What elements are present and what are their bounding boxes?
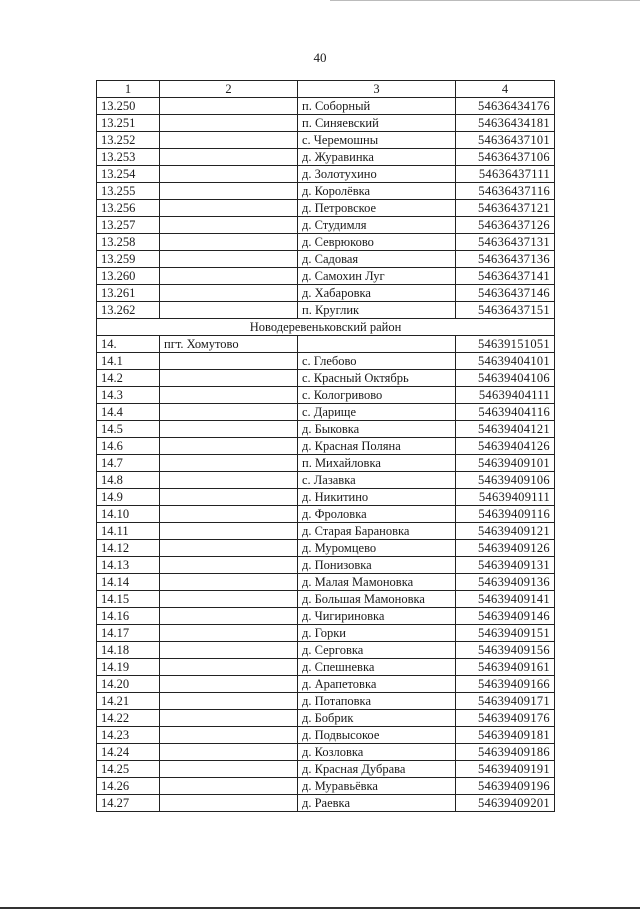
admin-center-cell	[160, 489, 298, 506]
table-row	[97, 778, 555, 795]
settlement-name-cell: д. Королёвка	[298, 183, 456, 200]
row-number: 13.260	[97, 268, 160, 285]
oktmo-code-cell: 54639409136	[456, 574, 555, 591]
oktmo-code-cell: 54639151051	[456, 336, 555, 353]
admin-center-cell	[160, 727, 298, 744]
table-row	[97, 472, 555, 489]
row-number: 13.250	[97, 98, 160, 115]
table-row	[97, 625, 555, 642]
oktmo-code-cell: 54639409121	[456, 523, 555, 540]
oktmo-code-cell: 54639409181	[456, 727, 555, 744]
row-number: 13.256	[97, 200, 160, 217]
table-row	[97, 251, 555, 268]
settlement-name-cell: д. Никитино	[298, 489, 456, 506]
settlement-name-cell: д. Петровское	[298, 200, 456, 217]
settlement-name-cell: д. Муравьёвка	[298, 778, 456, 795]
settlement-name-cell: д. Раевка	[298, 795, 456, 812]
oktmo-code-cell: 54639409161	[456, 659, 555, 676]
admin-center-cell	[160, 574, 298, 591]
oktmo-code-cell: 54639409176	[456, 710, 555, 727]
row-number: 14.6	[97, 438, 160, 455]
settlement-name-cell: с. Глебово	[298, 353, 456, 370]
oktmo-code-cell: 54636437101	[456, 132, 555, 149]
column-header: 4	[456, 81, 555, 98]
table-row	[97, 710, 555, 727]
column-header: 2	[160, 81, 298, 98]
admin-center-cell	[160, 302, 298, 319]
oktmo-code-cell: 54639404111	[456, 387, 555, 404]
row-number: 14.27	[97, 795, 160, 812]
table-row	[97, 98, 555, 115]
row-number: 14.	[97, 336, 160, 353]
table-row	[97, 370, 555, 387]
admin-center-cell	[160, 183, 298, 200]
settlement-name-cell: д. Арапетовка	[298, 676, 456, 693]
admin-center-cell	[160, 710, 298, 727]
admin-center-cell	[160, 217, 298, 234]
admin-center-cell	[160, 744, 298, 761]
admin-center-cell	[160, 370, 298, 387]
settlement-name-cell: с. Красный Октябрь	[298, 370, 456, 387]
settlement-name-cell: д. Самохин Луг	[298, 268, 456, 285]
settlement-name-cell: д. Красная Дубрава	[298, 761, 456, 778]
oktmo-code-cell: 54639404101	[456, 353, 555, 370]
admin-center-cell	[160, 251, 298, 268]
settlement-name-cell: д. Старая Барановка	[298, 523, 456, 540]
oktmo-code-cell: 54639409196	[456, 778, 555, 795]
settlement-name-cell: п. Соборный	[298, 98, 456, 115]
admin-center-cell	[160, 387, 298, 404]
settlement-name-cell: д. Садовая	[298, 251, 456, 268]
district-title: Новодеревеньковский район	[97, 319, 555, 336]
admin-center-cell	[160, 404, 298, 421]
oktmo-code-cell: 54639404116	[456, 404, 555, 421]
table-row	[97, 489, 555, 506]
row-number: 13.252	[97, 132, 160, 149]
settlement-name-cell: п. Синяевский	[298, 115, 456, 132]
row-number: 14.15	[97, 591, 160, 608]
table-row	[97, 659, 555, 676]
row-number: 14.22	[97, 710, 160, 727]
settlement-name-cell: д. Журавинка	[298, 149, 456, 166]
table-row	[97, 455, 555, 472]
table-row	[97, 438, 555, 455]
row-number: 13.259	[97, 251, 160, 268]
admin-center-cell	[160, 642, 298, 659]
table-row	[97, 506, 555, 523]
scan-bottom-edge	[0, 907, 640, 909]
table-row	[97, 421, 555, 438]
table-row	[97, 404, 555, 421]
admin-center-cell	[160, 608, 298, 625]
oktmo-code-cell: 54636434181	[456, 115, 555, 132]
district-row	[97, 319, 555, 336]
row-number: 13.257	[97, 217, 160, 234]
row-number: 13.261	[97, 285, 160, 302]
admin-center-cell	[160, 540, 298, 557]
table-row	[97, 200, 555, 217]
row-number: 14.17	[97, 625, 160, 642]
oktmo-code-cell: 54639409131	[456, 557, 555, 574]
row-number: 13.253	[97, 149, 160, 166]
admin-center-cell	[160, 557, 298, 574]
admin-center-cell	[160, 591, 298, 608]
oktmo-code-cell: 54639409166	[456, 676, 555, 693]
oktmo-code-cell: 54639409141	[456, 591, 555, 608]
admin-center-cell	[160, 234, 298, 251]
settlement-name-cell: д. Муромцево	[298, 540, 456, 557]
oktmo-code-cell: 54636437146	[456, 285, 555, 302]
settlement-name-cell: д. Студимля	[298, 217, 456, 234]
table-row	[97, 183, 555, 200]
admin-center-cell	[160, 659, 298, 676]
scan-edge-line	[330, 0, 640, 1]
table-row	[97, 149, 555, 166]
oktmo-code-cell: 54639409106	[456, 472, 555, 489]
row-number: 14.5	[97, 421, 160, 438]
settlement-name-cell: д. Потаповка	[298, 693, 456, 710]
row-number: 13.254	[97, 166, 160, 183]
table-row	[97, 217, 555, 234]
oktmo-code-cell: 54636437151	[456, 302, 555, 319]
row-number: 14.7	[97, 455, 160, 472]
oktmo-code-cell: 54636434176	[456, 98, 555, 115]
oktmo-code-cell: 54639409191	[456, 761, 555, 778]
row-number: 14.10	[97, 506, 160, 523]
admin-center-cell	[160, 166, 298, 183]
settlement-name-cell: д. Севрюково	[298, 234, 456, 251]
row-number: 14.26	[97, 778, 160, 795]
oktmo-code-cell: 54636437141	[456, 268, 555, 285]
settlement-name-cell: д. Хабаровка	[298, 285, 456, 302]
settlements-table	[96, 80, 555, 812]
table-row	[97, 115, 555, 132]
settlement-name-cell: п. Круглик	[298, 302, 456, 319]
column-header: 3	[298, 81, 456, 98]
table-header-row	[97, 81, 555, 98]
table-row	[97, 268, 555, 285]
row-number: 13.251	[97, 115, 160, 132]
table-row	[97, 608, 555, 625]
oktmo-code-cell: 54639409151	[456, 625, 555, 642]
row-number: 14.11	[97, 523, 160, 540]
settlement-name-cell: д. Спешневка	[298, 659, 456, 676]
row-number: 14.20	[97, 676, 160, 693]
table-row	[97, 557, 555, 574]
row-number: 14.24	[97, 744, 160, 761]
table-row	[97, 676, 555, 693]
oktmo-code-cell: 54636437111	[456, 166, 555, 183]
oktmo-code-cell: 54636437126	[456, 217, 555, 234]
admin-center-cell	[160, 438, 298, 455]
row-number: 14.8	[97, 472, 160, 489]
oktmo-code-cell: 54636437136	[456, 251, 555, 268]
settlement-name-cell: д. Подвысокое	[298, 727, 456, 744]
table-row	[97, 302, 555, 319]
admin-center-cell	[160, 506, 298, 523]
table-row	[97, 693, 555, 710]
table-row	[97, 642, 555, 659]
admin-center-cell	[160, 676, 298, 693]
settlement-name-cell: д. Козловка	[298, 744, 456, 761]
admin-center-cell: пгт. Хомутово	[160, 336, 298, 353]
table-row	[97, 234, 555, 251]
oktmo-code-cell: 54639409116	[456, 506, 555, 523]
oktmo-code-cell: 54636437121	[456, 200, 555, 217]
row-number: 14.14	[97, 574, 160, 591]
settlement-name-cell: с. Лазавка	[298, 472, 456, 489]
settlement-name-cell: с. Кологривово	[298, 387, 456, 404]
table-row	[97, 132, 555, 149]
row-number: 14.19	[97, 659, 160, 676]
admin-center-cell	[160, 778, 298, 795]
settlement-name-cell	[298, 336, 456, 353]
settlement-name-cell: д. Красная Поляна	[298, 438, 456, 455]
row-number: 14.21	[97, 693, 160, 710]
oktmo-code-cell: 54639409111	[456, 489, 555, 506]
table-row	[97, 591, 555, 608]
admin-center-cell	[160, 761, 298, 778]
row-number: 14.9	[97, 489, 160, 506]
oktmo-code-cell: 54636437116	[456, 183, 555, 200]
table-row	[97, 166, 555, 183]
table-row	[97, 761, 555, 778]
row-number: 14.18	[97, 642, 160, 659]
admin-center-cell	[160, 285, 298, 302]
admin-center-cell	[160, 693, 298, 710]
table-row	[97, 523, 555, 540]
settlement-name-cell: д. Чигириновка	[298, 608, 456, 625]
table-body	[97, 81, 555, 812]
table-row	[97, 336, 555, 353]
oktmo-code-cell: 54636437131	[456, 234, 555, 251]
admin-center-cell	[160, 353, 298, 370]
table-row	[97, 574, 555, 591]
oktmo-code-cell: 54639409146	[456, 608, 555, 625]
oktmo-code-cell: 54639404106	[456, 370, 555, 387]
row-number: 14.12	[97, 540, 160, 557]
oktmo-code-cell: 54639409126	[456, 540, 555, 557]
row-number: 14.1	[97, 353, 160, 370]
row-number: 13.262	[97, 302, 160, 319]
table-row	[97, 387, 555, 404]
settlement-name-cell: д. Фроловка	[298, 506, 456, 523]
table-row	[97, 727, 555, 744]
admin-center-cell	[160, 472, 298, 489]
row-number: 13.258	[97, 234, 160, 251]
oktmo-code-cell: 54639409171	[456, 693, 555, 710]
admin-center-cell	[160, 149, 298, 166]
table-row	[97, 540, 555, 557]
settlement-name-cell: д. Большая Мамоновка	[298, 591, 456, 608]
row-number: 14.23	[97, 727, 160, 744]
settlement-name-cell: д. Золотухино	[298, 166, 456, 183]
admin-center-cell	[160, 98, 298, 115]
row-number: 14.13	[97, 557, 160, 574]
oktmo-code-cell: 54639409101	[456, 455, 555, 472]
admin-center-cell	[160, 625, 298, 642]
oktmo-code-cell: 54639409156	[456, 642, 555, 659]
table-row	[97, 795, 555, 812]
row-number: 14.4	[97, 404, 160, 421]
settlement-name-cell: д. Бобрик	[298, 710, 456, 727]
admin-center-cell	[160, 795, 298, 812]
settlement-name-cell: д. Малая Мамоновка	[298, 574, 456, 591]
admin-center-cell	[160, 455, 298, 472]
row-number: 13.255	[97, 183, 160, 200]
row-number: 14.3	[97, 387, 160, 404]
table-row	[97, 744, 555, 761]
settlement-name-cell: д. Быковка	[298, 421, 456, 438]
column-header: 1	[97, 81, 160, 98]
admin-center-cell	[160, 132, 298, 149]
oktmo-code-cell: 54636437106	[456, 149, 555, 166]
admin-center-cell	[160, 268, 298, 285]
oktmo-code-cell: 54639409186	[456, 744, 555, 761]
oktmo-code-cell: 54639404126	[456, 438, 555, 455]
row-number: 14.25	[97, 761, 160, 778]
page-number: 40	[313, 50, 327, 65]
oktmo-code-cell: 54639404121	[456, 421, 555, 438]
admin-center-cell	[160, 421, 298, 438]
settlement-name-cell: д. Горки	[298, 625, 456, 642]
settlement-name-cell: п. Михайловка	[298, 455, 456, 472]
settlement-name-cell: с. Черемошны	[298, 132, 456, 149]
settlement-name-cell: д. Понизовка	[298, 557, 456, 574]
row-number: 14.2	[97, 370, 160, 387]
oktmo-code-cell: 54639409201	[456, 795, 555, 812]
settlement-name-cell: д. Серговка	[298, 642, 456, 659]
admin-center-cell	[160, 523, 298, 540]
table-row	[97, 353, 555, 370]
admin-center-cell	[160, 115, 298, 132]
admin-center-cell	[160, 200, 298, 217]
row-number: 14.16	[97, 608, 160, 625]
table-row	[97, 285, 555, 302]
settlement-name-cell: с. Дарище	[298, 404, 456, 421]
